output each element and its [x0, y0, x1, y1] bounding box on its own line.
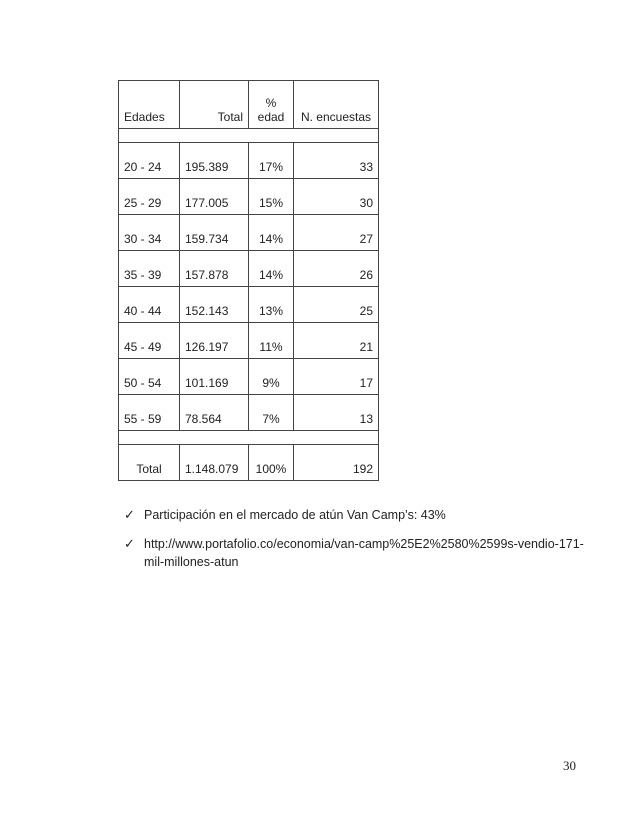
table-row	[119, 179, 379, 215]
cell-total: 78.564	[180, 395, 249, 431]
table-row	[119, 359, 379, 395]
market-share-text: Participación en el mercado de atún Van Camp’s: 43%	[144, 508, 446, 522]
cell-encuestas: 30	[294, 179, 379, 215]
table-row	[119, 143, 379, 179]
page-number: 30	[563, 758, 576, 773]
cell-total: 152.143	[180, 287, 249, 323]
header-encuestas: N. encuestas	[294, 81, 379, 129]
cell-edades: 40 - 44	[119, 287, 180, 323]
header-total: Total	[180, 81, 249, 129]
cell-edades: 20 - 24	[119, 143, 180, 179]
cell-pct: 7%	[249, 395, 294, 431]
table-row	[119, 287, 379, 323]
header-pct-label: edad	[257, 110, 285, 124]
cell-encuestas: 26	[294, 251, 379, 287]
total-pct: 100%	[249, 445, 294, 481]
cell-edades: 55 - 59	[119, 395, 180, 431]
cell-edades: 35 - 39	[119, 251, 180, 287]
table-row	[119, 215, 379, 251]
cell-encuestas: 21	[294, 323, 379, 359]
table-body	[119, 143, 379, 431]
header-pct-edad	[249, 81, 294, 129]
bullet-item	[124, 506, 594, 524]
total-value: 1.148.079	[180, 445, 249, 481]
cell-pct: 15%	[249, 179, 294, 215]
table-row	[119, 251, 379, 287]
table-spacer-row	[119, 129, 379, 143]
cell-encuestas: 27	[294, 215, 379, 251]
checkmark-icon: ✓	[124, 536, 135, 551]
cell-edades: 25 - 29	[119, 179, 180, 215]
cell-total: 101.169	[180, 359, 249, 395]
table-header-row	[119, 81, 379, 129]
age-survey-table	[118, 80, 379, 481]
cell-encuestas: 25	[294, 287, 379, 323]
cell-pct: 11%	[249, 323, 294, 359]
header-edades: Edades	[119, 81, 180, 129]
cell-total: 177.005	[180, 179, 249, 215]
cell-encuestas: 33	[294, 143, 379, 179]
cell-edades: 30 - 34	[119, 215, 180, 251]
cell-edades: 50 - 54	[119, 359, 180, 395]
table-row	[119, 323, 379, 359]
bullet-list	[124, 506, 594, 582]
source-url-text: http://www.portafolio.co/economia/van-camp%25E2%2580%2599s-vendio-171-mil-millones-atun	[144, 537, 584, 569]
table-total-row	[119, 445, 379, 481]
cell-total: 159.734	[180, 215, 249, 251]
cell-edades: 45 - 49	[119, 323, 180, 359]
cell-pct: 13%	[249, 287, 294, 323]
table-spacer-row	[119, 431, 379, 445]
checkmark-icon: ✓	[124, 507, 135, 522]
cell-total: 157.878	[180, 251, 249, 287]
cell-encuestas: 13	[294, 395, 379, 431]
cell-total: 126.197	[180, 323, 249, 359]
cell-total: 195.389	[180, 143, 249, 179]
cell-pct: 17%	[249, 143, 294, 179]
bullet-item	[124, 535, 594, 571]
cell-pct: 14%	[249, 251, 294, 287]
total-encuestas: 192	[294, 445, 379, 481]
header-pct-symbol: %	[265, 96, 277, 110]
cell-pct: 14%	[249, 215, 294, 251]
table-row	[119, 395, 379, 431]
total-label: Total	[119, 445, 180, 481]
cell-pct: 9%	[249, 359, 294, 395]
cell-encuestas: 17	[294, 359, 379, 395]
